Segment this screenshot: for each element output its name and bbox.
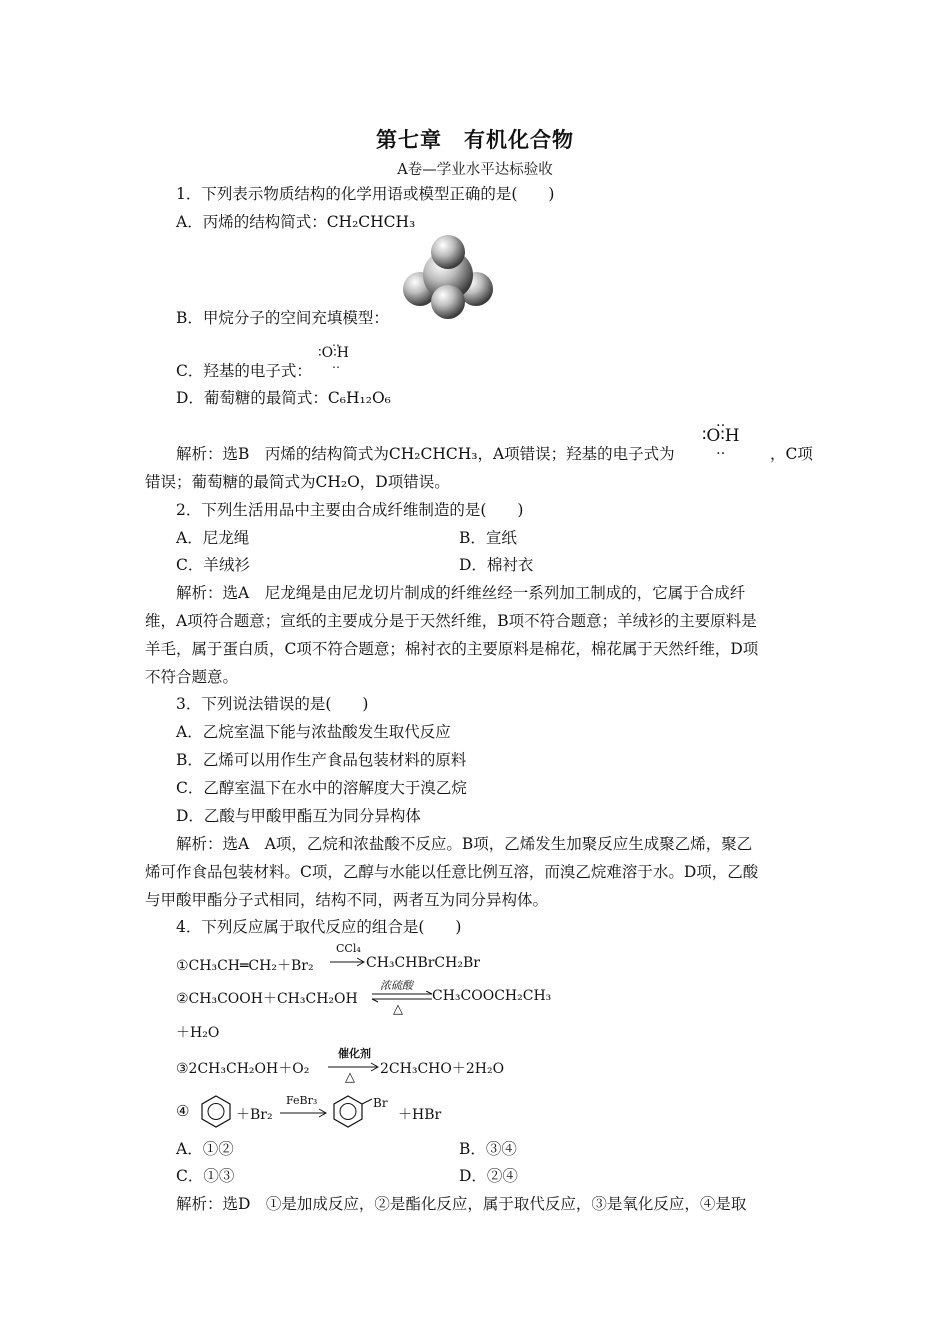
q4-option-b: B．③④: [459, 1140, 517, 1158]
q2-option-c: C．羊绒衫: [176, 556, 250, 574]
reaction2-product: CH₃COOCH₂CH₃: [432, 988, 552, 1004]
reaction3-condition-bottom: △: [345, 1070, 355, 1085]
methane-space-filling-model: [398, 233, 498, 323]
q3-analysis-line1: 解析：选A A项，乙烷和浓盐酸不反应。B项，乙烯发生加聚反应生成聚乙烯，聚乙: [176, 835, 753, 853]
q2-option-d: D．棉衬衣: [459, 556, 534, 574]
chapter-title: 第七章 有机化合物: [376, 127, 574, 152]
reaction1-reactants: ①CH₃CH═CH₂＋Br₂: [176, 958, 314, 974]
q2-stem: 2．下列生活用品中主要由合成纤维制造的是( ): [176, 501, 524, 519]
reaction2-continuation: ＋H₂O: [176, 1025, 220, 1041]
q1-option-a: A．丙烯的结构简式：CH₂CHCH₃: [176, 213, 416, 231]
q2-option-a: A．尼龙绳: [176, 529, 250, 547]
q1-option-c: C．羟基的电子式：: [176, 362, 312, 380]
reaction1-product: CH₃CHBrCH₂Br: [366, 955, 480, 971]
q1-stem: 1．下列表示物质结构的化学用语或模型正确的是( ): [176, 185, 555, 203]
q1-analysis-line2: 错误；葡萄糖的最简式为CH₂O，D项错误。: [145, 473, 450, 491]
q3-analysis-line3: 与甲酸甲酯分子式相同，结构不同，两者互为同分异构体。: [145, 891, 549, 909]
q2-option-b: B．宣纸: [459, 529, 517, 547]
q4-option-c: C．①③: [176, 1167, 235, 1185]
hydroxyl-electron-formula: ‥ ∶O∶H ‥: [318, 335, 349, 371]
reaction4-condition: FeBr₃: [286, 1094, 318, 1107]
q2-analysis-line4: 不符合题意。: [145, 668, 239, 686]
q3-option-d: D．乙酸与甲酸甲酯互为同分异构体: [176, 807, 421, 825]
q3-option-b: B．乙烯可以用作生产食品包装材料的原料: [176, 751, 467, 769]
subtitle: A卷—学业水平达标验收: [397, 162, 553, 178]
reaction1-arrow: [330, 957, 366, 967]
benzene-ring-icon: [198, 1094, 234, 1128]
q3-analysis-line2: 烯可作食品包装材料。C项，乙醇与水能以任意比例互溶，而溴乙烷难溶于水。D项，乙酸: [145, 863, 759, 881]
q4-stem: 4．下列反应属于取代反应的组合是( ): [176, 918, 462, 936]
reaction4-arrow: [280, 1108, 328, 1118]
reaction3-reactants: ③2CH₃CH₂OH＋O₂: [176, 1061, 310, 1077]
q1-analysis-electron-formula: ‥ ∶O∶H ‥: [702, 414, 740, 458]
q3-stem: 3．下列说法错误的是( ): [176, 695, 369, 713]
reaction4-plus-hbr: ＋HBr: [398, 1107, 442, 1123]
reaction4-plus-br2: ＋Br₂: [236, 1107, 273, 1123]
q3-option-a: A．乙烷室温下能与浓盐酸发生取代反应: [176, 723, 451, 741]
reaction3-product: 2CH₃CHO＋2H₂O: [380, 1061, 505, 1077]
reaction1-condition: CCl₄: [336, 942, 361, 955]
q2-analysis-line3: 羊毛，属于蛋白质，C项不符合题意；棉衬衣的主要原料是棉花，棉花属于天然纤维，D项: [145, 640, 759, 658]
bromobenzene-ring-icon: [330, 1094, 374, 1128]
reaction2-condition-top: 浓硫酸: [380, 979, 413, 992]
q2-analysis-line1: 解析：选A 尼龙绳是由尼龙切片制成的纤维丝经一系列加工制成的，它属于合成纤: [176, 584, 746, 602]
q4-option-a: A．①②: [176, 1140, 234, 1158]
q3-option-c: C．乙醇室温下在水中的溶解度大于溴乙烷: [176, 779, 467, 797]
q1-option-b: B．甲烷分子的空间充填模型：: [176, 309, 389, 327]
q1-option-d: D．葡萄糖的最简式：C₆H₁₂O₆: [176, 389, 391, 407]
reaction3-condition-top: 催化剂: [338, 1047, 371, 1060]
reaction4-label: ④: [176, 1102, 190, 1120]
reaction2-reactants: ②CH₃COOH＋CH₃CH₂OH: [176, 991, 358, 1007]
q4-option-d: D．②④: [459, 1167, 518, 1185]
q1-analysis-line1: 解析：选B 丙烯的结构简式为CH₂CHCH₃，A项错误；羟基的电子式为: [176, 445, 675, 463]
q1-analysis-line1-end: ，C项: [770, 445, 813, 463]
bromine-substituent: Br: [373, 1096, 388, 1110]
q4-analysis-line1: 解析：选D ①是加成反应，②是酯化反应，属于取代反应，③是氧化反应，④是取: [176, 1195, 747, 1213]
reaction2-condition-bottom: △: [393, 1002, 403, 1017]
q2-analysis-line2: 维，A项符合题意；宣纸的主要成分是于天然纤维，B项不符合题意；羊绒衫的主要原料是: [145, 612, 757, 630]
